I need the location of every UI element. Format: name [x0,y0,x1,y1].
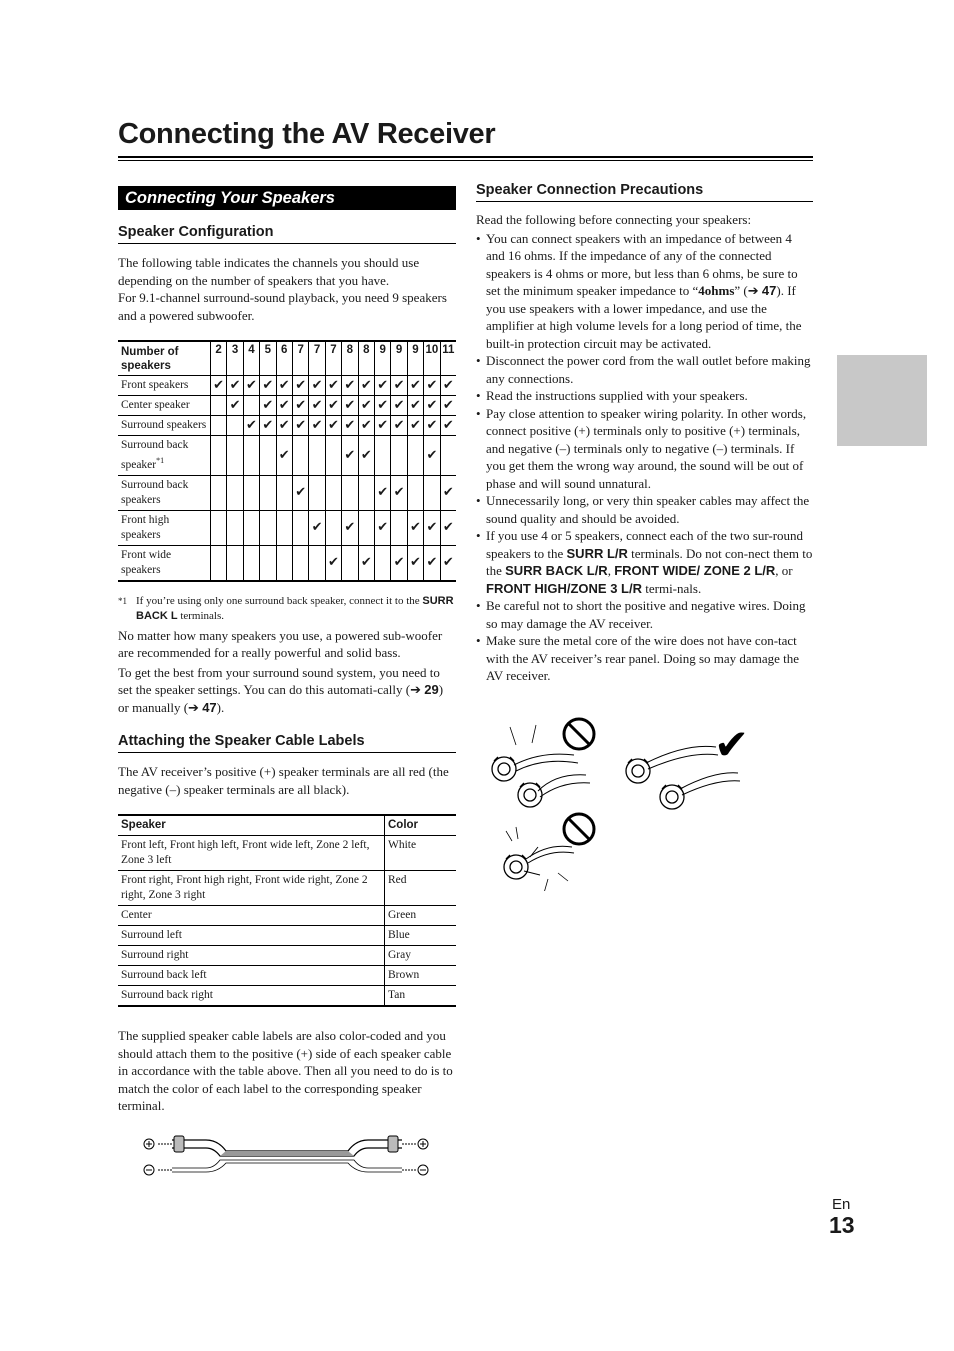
empty-cell [342,475,358,510]
footnote [118,594,456,624]
check-mark-icon: ✔ [276,416,292,436]
label-color-cell: Green [385,906,457,926]
speaker-name-cell: Surround back right [118,986,385,1007]
speaker-config-heading: Speaker Configuration [118,224,456,244]
speaker-count-5: 7 [292,341,308,376]
label-color-cell: Gray [385,946,457,966]
check-mark-icon: ✔ [342,416,358,436]
check-mark-icon: ✔ [424,436,440,476]
empty-cell [292,545,308,581]
check-mark-icon: ✔ [374,475,390,510]
page-ref-auto[interactable]: 29 [424,682,439,698]
speaker-col-header: Speaker [118,815,385,836]
speaker-count-10: 9 [374,341,390,376]
check-mark-icon: ✔ [407,510,423,545]
check-mark-icon: ✔ [440,416,456,436]
speaker-count-9: 8 [358,341,374,376]
check-mark-icon: ✔ [424,545,440,581]
empty-cell [358,475,374,510]
color-col-header: Color [385,815,457,836]
empty-cell [210,545,226,581]
color-table-row [118,986,456,1007]
section-title: Connecting Your Speakers [118,186,456,210]
check-mark-icon: ✔ [358,416,374,436]
right-column [476,182,813,891]
check-mark-icon: ✔ [374,416,390,436]
label-color-cell: White [385,836,457,871]
speaker-count-11: 9 [391,341,407,376]
arrow-icon: ➔ [410,682,421,698]
check-mark-icon: ✔ [276,376,292,396]
terminal-wrong-2 [504,827,574,891]
check-mark-icon: ✔ [424,416,440,436]
check-mark-icon: ✔ [424,376,440,396]
check-mark-icon: ✔ [440,396,456,416]
empty-cell [243,436,259,476]
check-mark-icon: ✔ [342,396,358,416]
cable-color-table [118,814,456,1007]
empty-cell [227,436,243,476]
check-mark-icon: ✔ [309,510,325,545]
check-mark-icon: ✔ [210,376,226,396]
empty-cell [407,436,423,476]
empty-cell [260,545,276,581]
speaker-name-cell: Surround left [118,926,385,946]
empty-cell [424,475,440,510]
empty-cell [325,436,341,476]
check-mark-icon: ✔ [342,510,358,545]
speaker-count-0: 2 [210,341,226,376]
speaker-type-label: Front speakers [118,376,210,396]
settings-paragraph: To get the best from your surround sound system, you need to set the speaker settings. You can do this automati-cally (➔ 29) or manually (➔ 47). [118,664,444,715]
check-mark-icon: ✔ [407,376,423,396]
check-mark-icon: ✔ [358,545,374,581]
speaker-name-cell: Surround back left [118,966,385,986]
footnote-text-end: terminals. [180,609,224,622]
speaker-count-1: 3 [227,341,243,376]
speaker-count-4: 6 [276,341,292,376]
precaution-item: • Be careful not to short the positive and negative wires. Doing so may damage the AV receiver. [476,597,813,632]
speaker-count-13: 10 [424,341,440,376]
impedance-setting: 4ohms [698,283,735,298]
speaker-type-label: Center speaker [118,396,210,416]
speaker-table-row [118,475,456,510]
empty-cell [440,436,456,476]
section-tab [837,355,927,446]
empty-cell [309,475,325,510]
empty-cell [243,396,259,416]
empty-cell [292,510,308,545]
terminal-pair-wrong-1 [492,725,590,807]
terminal-surr-back-lr: SURR BACK L/R [505,563,608,578]
check-mark-icon: ✔ [391,396,407,416]
precaution-item: • Read the instructions supplied with your speakers. [476,387,813,405]
arrow-icon: ➔ [747,283,759,298]
check-mark-icon: ✔ [260,416,276,436]
check-mark-icon: ✔ [325,396,341,416]
speaker-table-row [118,396,456,416]
color-table-row [118,926,456,946]
left-column [118,186,456,1189]
check-mark-icon: ✔ [260,396,276,416]
empty-cell [243,510,259,545]
empty-cell [391,436,407,476]
empty-cell [260,436,276,476]
empty-cell [227,510,243,545]
check-mark-icon: ✔ [440,475,456,510]
label-color-cell: Blue [385,926,457,946]
empty-cell [260,475,276,510]
footnote-text: If you’re using only one surround back speaker, connect it to the [136,594,420,607]
empty-cell [227,545,243,581]
page-number: 13 [829,1212,855,1238]
speaker-count-8: 8 [342,341,358,376]
check-mark-icon: ✔ [325,376,341,396]
arrow-icon: ➔ [188,699,199,715]
check-mark-icon: ✔ [358,396,374,416]
speaker-count-header: Number of speakers [118,341,210,376]
precaution-item: • Make sure the metal core of the wire does not have con-tact with the AV receiver’s rear panel. Doing so may damage the AV receiver. [476,632,813,685]
speaker-count-7: 7 [325,341,341,376]
speaker-name-cell: Front left, Front high left, Front wide left, Zone 2 left, Zone 3 left [118,836,385,871]
speaker-type-label: Surround back speakers [118,475,210,510]
speaker-type-label: Surround back speaker$^{*1}$ [118,436,210,476]
page-title: Connecting the AV Receiver [118,118,496,150]
empty-cell [210,475,226,510]
wiring-illustration [486,711,756,891]
empty-cell [342,545,358,581]
empty-cell [210,416,226,436]
check-mark-icon: ✔ [292,416,308,436]
empty-cell [374,436,390,476]
empty-cell [276,510,292,545]
check-mark-icon: ✔ [276,436,292,476]
color-table-row [118,946,456,966]
precautions-intro: Read the following before connecting your speakers: [476,212,752,227]
config-paragraph: The following table indicates the channels you should use depending on the number of speakers that you have. [118,255,420,288]
config-paragraph-2: For 9.1-channel surround-sound playback, you need 9 speakers and a powered subwoofer. [118,290,447,323]
page-ref-manual[interactable]: 47 [202,699,217,715]
speaker-table-header [118,341,456,376]
footnote-ref: *1 [156,456,165,465]
precaution-item: • If you use 4 or 5 speakers, connect each of the two sur-round speakers to the SURR L/R terminals. Do not con-nect them to the SURR BACK L/R, FRONT WIDE/ ZONE 2 L/R, or FRONT HIGH/ZONE 3 L/R termi-nals. [476,527,813,597]
empty-cell [309,545,325,581]
empty-cell [227,475,243,510]
cable-labels-paragraph: The AV receiver’s positive (+) speaker terminals are all red (the negative (–) speaker terminals are all black). [118,764,449,797]
check-mark-icon: ✔ [292,396,308,416]
check-mark-icon: ✔ [407,416,423,436]
check-mark-icon: ✔ [714,719,750,769]
page-language: En [832,1196,851,1213]
empty-cell [325,475,341,510]
check-mark-icon: ✔ [407,396,423,416]
check-mark-icon: ✔ [227,376,243,396]
empty-cell [210,436,226,476]
speaker-count-12: 9 [407,341,423,376]
speaker-config-table [118,340,456,582]
check-mark-icon: ✔ [391,475,407,510]
check-mark-icon: ✔ [342,376,358,396]
terminal-surr-lr: SURR L/R [566,545,628,561]
color-table-row [118,906,456,926]
speaker-name-cell: Front right, Front high right, Front wide right, Zone 2 right, Zone 3 right [118,871,385,906]
speaker-type-label: Front wide speakers [118,545,210,581]
speaker-count-3: 5 [260,341,276,376]
speaker-table-row [118,416,456,436]
speaker-table-row [118,376,456,396]
empty-cell [292,436,308,476]
empty-cell [374,545,390,581]
precaution-item: • You can connect speakers with an impedance of between 4 and 16 ohms. If the impedance of any of the connected speakers is 4 ohms or more, but less than 6 ohms, be sure to set the minimum speaker impedance to “4ohms” (➔ 47). If you use speakers with a lower impedance, and use the amplifier at high volume levels for a long period of time, the built-in protection circuit may be activated. [476,230,813,353]
empty-cell [227,416,243,436]
check-mark-icon: ✔ [424,510,440,545]
check-mark-icon: ✔ [243,376,259,396]
check-mark-icon: ✔ [374,510,390,545]
color-table-row [118,836,456,871]
check-mark-icon: ✔ [391,376,407,396]
label-color-cell: Red [385,871,457,906]
color-table-row [118,871,456,906]
speaker-count-2: 4 [243,341,259,376]
color-table-header [118,815,456,836]
check-mark-icon: ✔ [440,510,456,545]
check-mark-icon: ✔ [374,396,390,416]
empty-cell [243,545,259,581]
check-mark-icon: ✔ [407,545,423,581]
check-mark-icon: ✔ [309,396,325,416]
empty-cell [210,396,226,416]
speaker-name-cell: Center [118,906,385,926]
cable-labels-paragraph-2: The supplied speaker cable labels are also color-coded and you should attach them to the positive (+) side of each speaker cable in accordance with the table above. Then all you need to do is to match the color of each label to the corresponding speaker terminal. [118,1028,453,1114]
empty-cell [276,545,292,581]
precautions-list [476,230,813,685]
terminal-front-high: FRONT HIGH/ZONE 3 L/R [486,580,642,596]
precaution-item: • Pay close attention to speaker wiring polarity. In other words, connect positive (+) terminals only to positive (+) terminals, and negative (–) terminals only to negative (–) terminals. If you get them the wrong way around, the sound will be out of phase and will sound unnatural. [476,405,813,493]
empty-cell [260,510,276,545]
speaker-table-row [118,510,456,545]
check-mark-icon: ✔ [391,416,407,436]
footnote-terminal: SURR BACK L [136,594,454,622]
speaker-table-row [118,545,456,581]
terminal-front-wide: FRONT WIDE/ ZONE 2 L/R [614,563,776,578]
empty-cell [309,436,325,476]
page-ref-impedance[interactable]: 47 [761,283,777,298]
check-mark-icon: ✔ [325,545,341,581]
check-mark-icon: ✔ [342,436,358,476]
check-mark-icon: ✔ [260,376,276,396]
check-mark-icon: ✔ [243,416,259,436]
check-mark-icon: ✔ [325,416,341,436]
check-mark-icon: ✔ [276,396,292,416]
speaker-count-14: 11 [440,341,456,376]
speaker-cable-illustration [118,1129,456,1189]
check-mark-icon: ✔ [227,396,243,416]
check-mark-icon: ✔ [391,545,407,581]
check-mark-icon: ✔ [440,545,456,581]
speaker-type-label: Front high speakers [118,510,210,545]
empty-cell [325,510,341,545]
check-mark-icon: ✔ [358,376,374,396]
check-mark-icon: ✔ [440,376,456,396]
check-mark-icon: ✔ [358,436,374,476]
check-mark-icon: ✔ [424,396,440,416]
check-mark-icon: ✔ [292,376,308,396]
empty-cell [276,475,292,510]
speaker-count-6: 7 [309,341,325,376]
footnote-mark: *1 [118,595,127,606]
speaker-name-cell: Surround right [118,946,385,966]
check-mark-icon: ✔ [292,475,308,510]
label-color-cell: Brown [385,966,457,986]
subwoofer-paragraph: No matter how many speakers you use, a powered sub-woofer are recommended for a really powerful and solid bass. [118,627,443,661]
precaution-item: • Unnecessarily long, or very thin speaker cables may affect the sound quality and should be avoided. [476,492,813,527]
empty-cell [391,510,407,545]
speaker-type-label: Surround speakers [118,416,210,436]
check-mark-icon: ✔ [309,376,325,396]
check-mark-icon: ✔ [309,416,325,436]
color-table-row [118,966,456,986]
empty-cell [243,475,259,510]
label-color-cell: Tan [385,986,457,1007]
empty-cell [210,510,226,545]
cable-labels-heading: Attaching the Speaker Cable Labels [118,733,456,753]
speaker-table-row [118,436,456,476]
title-rule [118,156,813,158]
empty-cell [358,510,374,545]
precautions-heading: Speaker Connection Precautions [476,182,813,202]
check-mark-icon: ✔ [374,376,390,396]
empty-cell [407,475,423,510]
precaution-item: • Disconnect the power cord from the wall outlet before making any connections. [476,352,813,387]
title-rule-thin [118,160,813,161]
